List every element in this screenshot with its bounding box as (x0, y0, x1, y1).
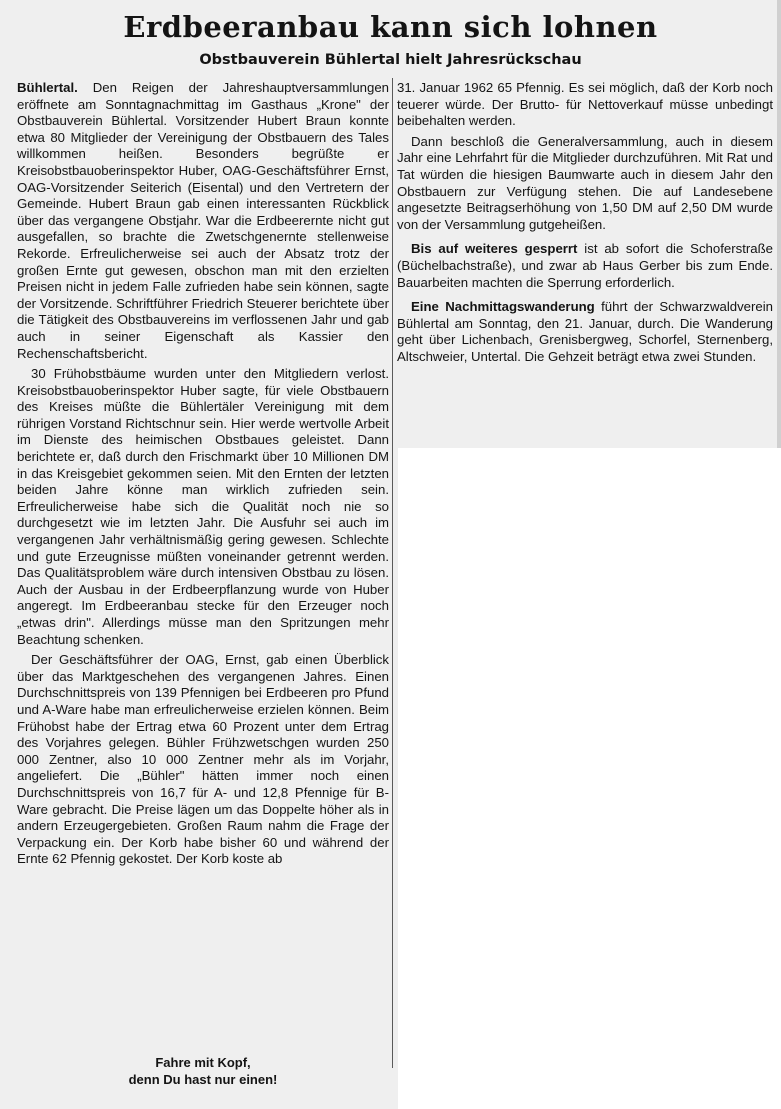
article-paragraph: Der Geschäftsführer der OAG, Ernst, gab einen Überblick über das Marktgeschehen des vergangenen Jahres. Einen Durchschnittspreis von 139 Pfennigen bei Erdbeeren pro Pfund und A-Ware habe man erfreulicherweise erzielen können. Beim Frühobst habe der Ertrag etwa 60 Prozent unter dem Ertrag des Vorjahres gelegen. Bühler Frühzwetschgen wurden 250 000 Zentner, also 10 000 Zentner mehr als im Vorjahr, angeliefert. Die „Bühler" hätten immer noch einen Durchschnittspreis von 16,7 für A- und 12,8 Pfennige für B-Ware gebracht. Die Preise lägen um das Doppelte höher als in andern Erzeugergebieten. Großen Raum nahm die Frage der Verpackung ein. Der Korb habe bisher 60 und während der Ernte 62 Pfennig gekostet. Der Korb koste ab (17, 652, 389, 867)
article-paragraph: 31. Januar 1962 65 Pfennig. Es sei möglich, daß der Korb noch teuerer würde. Der Brutto- für Nettoverkauf müsse unbedingt beibehalten werden. (397, 80, 773, 129)
article-column-right (397, 80, 773, 370)
news-item (397, 241, 773, 291)
news-item-lead: Eine Nachmittagswanderung (411, 299, 595, 315)
blank-area (398, 448, 781, 1109)
article-paragraph (17, 80, 389, 362)
news-item-text: führt der Schwarzwaldverein Bühlertal am Sonntag, den 21. Januar, durch. Die Wanderung geht über Lichenbach, Grenisbergweg, Schorfel, Sternenberg, Altschweier, Untertal. Die Gehzeit beträgt etwa zwei Stunden. (397, 299, 773, 364)
article-paragraph: Dann beschloß die Generalversammlung, auch in diesem Jahr eine Lehrfahrt für die Mitglieder durchzuführen. Mit Rat und Tat würden die hiesigen Baumwarte auch in diesem Jahr den Obstbauern zur Verfügung stehen. Die auf Landesebene angesetzte Beitragserhöhung von 1,50 DM auf 2,50 DM wurde von der Versammlung gutgeheißen. (397, 133, 773, 232)
news-item-lead: Bis auf weiteres gesperrt (411, 241, 578, 257)
article-subheadline: Obstbauverein Bühlertal hielt Jahresrückschau (199, 52, 582, 68)
article-paragraph: 30 Frühobstbäume wurden unter den Mitgliedern verlost. Kreisobstbauoberinspektor Huber sagte, für viele Obstbauern des Kreises müßte die Bühlertäler Vereinigung mit dem rührigen Vorstand Richtschnur sein. Hier werde wertvolle Arbeit im Dienste des heimischen Obstbaues geleistet. Dann berichtete er, daß durch den Frischmarkt über 10 Millionen DM in das Kreisgebiet gekommen seien. Mit den Ernten der letzten beiden Jahre könne man wirklich zufrieden sein. Erfreulicherweise habe sich die Qualität noch nie so durchgesetzt wie im letzten Jahr. Die Ausfuhr sei auch im vergangenen Jahr verhältnismäßig gering gewesen. Schlechte und gute Erzeugnisse müßten voneinander getrennt werden. Das Qualitätsproblem wäre durch intensiven Obstbau zu lösen. Auch der Ausbau in der Erdbeerpflanzung wurde von Huber angeregt. Im Erdbeeranbau stecke für den Erzeuger noch „etwas drin". Allerdings müsse man den Spritzungen mehr Beachtung schenken. (17, 366, 389, 647)
news-item (397, 299, 773, 365)
article-column-left (17, 80, 389, 872)
paragraph-text: Den Reigen der Jahreshauptversammlungen eröffnete am Sonntagnachmittag im Gasthaus „Krone" der Obstbauverein Bühlertal. Vorsitzender Hubert Braun konnte etwa 80 Mitglieder der Vereinigung der Obstbauern des Tales willkommen heißen. Besonders begrüßte er Kreisobstbauoberinspektor Huber, OAG-Geschäftsführer Ernst, OAG-Vorsitzender Seiterich (Eisental) und den Vertretern der Gemeinde. Hubert Braun gab einen interessanten Rückblick über das vergangene Obstjahr. War die Erdbeerernte nicht gut ausgefallen, so brachte die Zwetschgenernte stellenweise Rekorde. Erfreulicherweise sei auch der Absatz trotz der großen Ernte gut gewesen, obschon man mit den erzielten Preisen nicht in jedem Falle zufrieden habe sein können, sagte der Vorsitzende. Schriftführer Friedrich Steuerer berichtete über die Tätigkeit des Obstbauvereins im verflossenen Jahr und gab auch in seiner Eigenschaft als Kassier den Rechenschaftsbericht. (17, 80, 389, 361)
article-headline: Erdbeeranbau kann sich lohnen (123, 10, 658, 44)
news-item-text: ist ab sofort die Schoferstraße (Büchelbachstraße), und zwar ab Haus Gerber bis zum Ende. Bauarbeiten machten die Sperrung erforderlich. (397, 241, 773, 290)
slogan-line-1: Fahre mit Kopf, (155, 1055, 251, 1070)
slogan-line-2: denn Du hast nur einen! (128, 1072, 278, 1087)
dateline: Bühlertal. (17, 80, 78, 95)
column-divider (392, 78, 393, 1068)
closing-slogan (17, 1054, 389, 1088)
